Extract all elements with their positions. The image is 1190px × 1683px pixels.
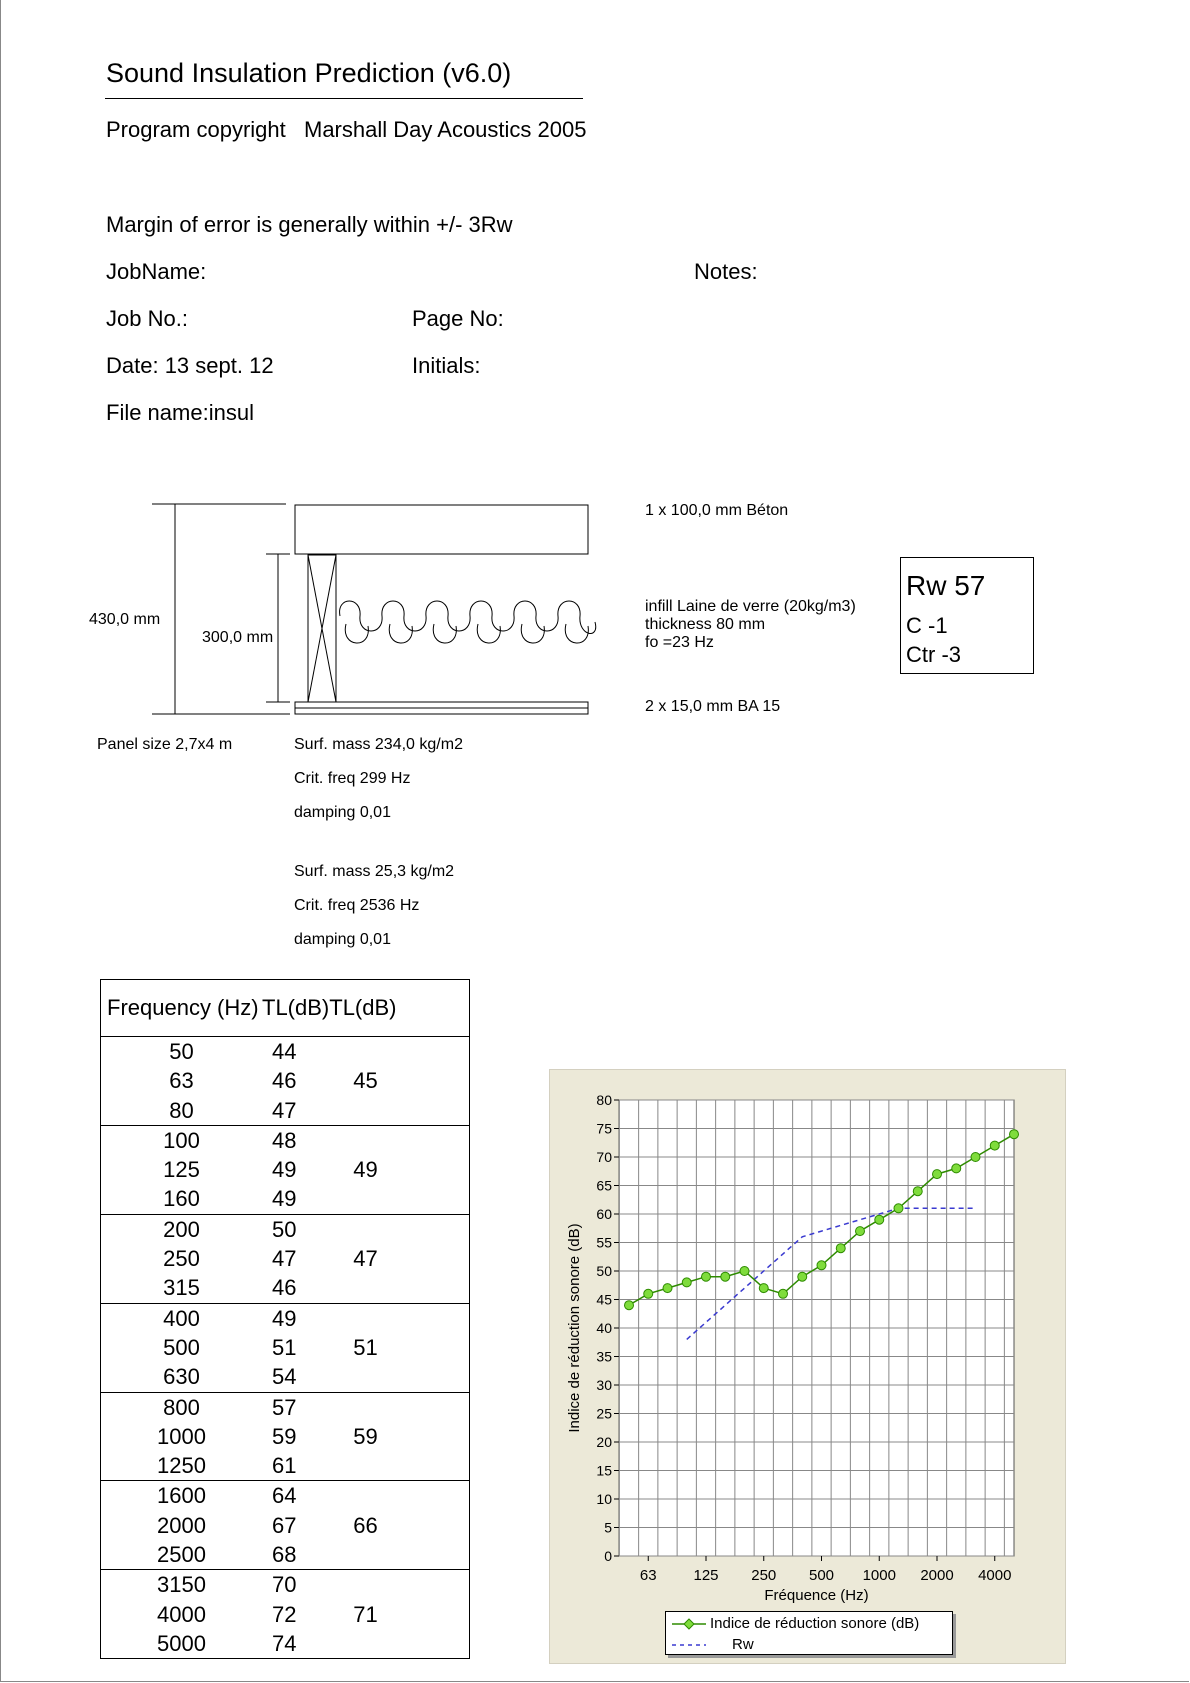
- table-row: [101, 1037, 470, 1067]
- table-row: [101, 1184, 470, 1214]
- y-tick-label: 25: [596, 1405, 612, 1422]
- tl-octave-cell: 45: [353, 1068, 378, 1094]
- x-axis-label: Fréquence (Hz): [764, 1587, 869, 1604]
- frequency-cell: 1250: [101, 1451, 263, 1481]
- frequency-cell: 200: [163, 1216, 200, 1242]
- tl-octave-cell: 49: [353, 1157, 378, 1183]
- frequency-cell: 315: [101, 1273, 263, 1303]
- cavity-height-label: 300,0 mm: [202, 629, 274, 646]
- tl-cell: 49: [272, 1157, 297, 1183]
- margin-note: Margin of error is generally within +/- 3Rw: [106, 212, 513, 237]
- tl-octave-cell: [329, 1184, 469, 1214]
- tl-octave-cell: [329, 1392, 469, 1422]
- frequency-cell: 80: [101, 1096, 263, 1126]
- tl-cell: 67: [272, 1512, 297, 1538]
- frequency-cell: 100: [163, 1127, 200, 1153]
- tl-point: [817, 1261, 826, 1270]
- table-row: [101, 1570, 470, 1600]
- layer-top-label: 1 x 100,0 mm Béton: [645, 502, 789, 519]
- tl-point: [625, 1301, 634, 1310]
- panel2-crit-freq: Crit. freq 2536 Hz: [294, 897, 420, 914]
- infill-line-2: thickness 80 mm: [645, 616, 766, 633]
- legend-tl-label: Indice de réduction sonore (dB): [710, 1615, 920, 1632]
- x-tick-label: 250: [751, 1567, 777, 1584]
- insulation-coil: [340, 601, 596, 633]
- copyright-label: Program copyright: [106, 117, 286, 142]
- y-tick-label: 50: [596, 1263, 612, 1279]
- table-row: [101, 1125, 470, 1155]
- table-row: [101, 1362, 470, 1392]
- table-row: [101, 1155, 470, 1184]
- y-tick-label: 70: [596, 1149, 612, 1165]
- panel1-crit-freq: Crit. freq 299 Hz: [294, 770, 411, 787]
- tl-point: [1010, 1130, 1019, 1139]
- total-height-label: 430,0 mm: [89, 611, 161, 628]
- frequency-cell: 3150: [157, 1572, 206, 1598]
- ctr-value: Ctr -3: [906, 642, 961, 667]
- y-axis-label: Indice de réduction sonore (dB): [566, 1223, 583, 1433]
- tl-cell: 46: [262, 1273, 329, 1303]
- tl-point: [990, 1141, 999, 1150]
- table-row: [101, 1600, 470, 1629]
- tl-octave-cell: [329, 1214, 469, 1244]
- tl-octave-cell: 51: [353, 1334, 378, 1360]
- tl-octave-cell: [329, 1303, 469, 1333]
- tl-octave-cell: [329, 1037, 469, 1067]
- date-label: Date: 13 sept. 12: [106, 353, 274, 378]
- initials-label: Initials:: [412, 353, 481, 378]
- tl-cell: 54: [262, 1362, 329, 1392]
- rating-box: [900, 557, 1034, 674]
- tl-octave-cell: [329, 1273, 469, 1303]
- y-tick-label: 5: [604, 1519, 612, 1536]
- x-tick-label: 63: [639, 1567, 657, 1584]
- y-tick-label: 80: [596, 1092, 612, 1108]
- chart-legend: [665, 1611, 953, 1655]
- concrete-slab: [295, 505, 588, 554]
- panel1-surf-mass: Surf. mass 234,0 kg/m2: [294, 736, 463, 753]
- page-title: Sound Insulation Prediction (v6.0): [106, 58, 512, 88]
- tl-octave-cell: [329, 1629, 469, 1659]
- pageno-label: Page No:: [412, 306, 504, 331]
- tl-cell: 48: [272, 1127, 297, 1153]
- legend-swatches: [670, 1616, 710, 1652]
- title-underline: [105, 98, 583, 99]
- y-tick-label: 0: [604, 1548, 612, 1564]
- frequency-cell: 160: [101, 1184, 263, 1214]
- copyright-holder: Marshall Day Acoustics 2005: [304, 117, 587, 142]
- table-row: [101, 1481, 470, 1511]
- tl-cell: 50: [272, 1216, 297, 1242]
- tl-cell: 49: [272, 1305, 297, 1331]
- frequency-cell: 4000: [157, 1601, 206, 1627]
- frequency-cell: 2500: [101, 1540, 263, 1570]
- tl-point: [798, 1272, 807, 1281]
- table-row: [101, 1273, 470, 1303]
- panel2-surf-mass: Surf. mass 25,3 kg/m2: [294, 863, 455, 880]
- frequency-cell: 500: [163, 1334, 200, 1360]
- table-row: [101, 1244, 470, 1273]
- table-row: [101, 1096, 470, 1126]
- panel-size-label: Panel size 2,7x4 m: [97, 736, 233, 753]
- c-value: C -1: [906, 613, 948, 638]
- construction-diagram: [0, 490, 620, 720]
- jobno-label: Job No.:: [106, 306, 188, 331]
- table-header-row: [101, 980, 470, 1037]
- tl-cell: 70: [272, 1572, 297, 1598]
- x-tick-label: 500: [808, 1567, 835, 1584]
- tl-octave-cell: [329, 1125, 469, 1155]
- x-tick-label: 1000: [862, 1567, 896, 1584]
- y-tick-label: 45: [596, 1291, 612, 1308]
- frequency-cell: 63: [169, 1068, 194, 1094]
- header-frequency: Frequency (Hz): [101, 980, 263, 1037]
- board-layer-2: [295, 708, 588, 714]
- jobname-label: JobName:: [106, 259, 207, 284]
- frequency-cell: 800: [163, 1394, 200, 1420]
- panel2-damping: damping 0,01: [294, 931, 391, 948]
- y-tick-label: 65: [596, 1177, 612, 1194]
- tl-cell: 46: [272, 1068, 297, 1094]
- y-tick-label: 30: [596, 1377, 612, 1393]
- table-row: [101, 1629, 470, 1659]
- tl-octave-cell: [329, 1540, 469, 1570]
- tl-point: [933, 1170, 942, 1179]
- y-tick-label: 10: [596, 1491, 612, 1507]
- frequency-cell: 1000: [157, 1423, 206, 1449]
- tl-octave-cell: 59: [353, 1423, 378, 1449]
- tl-point: [759, 1284, 768, 1293]
- layer-bottom-label: 2 x 15,0 mm BA 15: [645, 698, 781, 715]
- tl-point: [836, 1244, 845, 1253]
- tl-point: [952, 1164, 961, 1173]
- tl-point: [971, 1153, 980, 1162]
- table-row: [101, 1214, 470, 1244]
- table-row: [101, 1511, 470, 1540]
- frequency-cell: 1600: [157, 1483, 206, 1509]
- y-tick-label: 20: [596, 1434, 612, 1450]
- tl-cell: 49: [262, 1184, 329, 1214]
- tl-point: [894, 1204, 903, 1213]
- legend-rw-label: Rw: [732, 1636, 754, 1653]
- frequency-cell: 630: [101, 1362, 263, 1392]
- tl-point: [682, 1278, 691, 1287]
- filename-label: File name:insul: [106, 400, 254, 425]
- tl-point: [875, 1215, 884, 1224]
- tl-octave-cell: 66: [353, 1512, 378, 1538]
- tl-point: [779, 1289, 788, 1298]
- table-row: [101, 1303, 470, 1333]
- tl-cell: 57: [272, 1394, 297, 1420]
- frequency-cell: 50: [169, 1039, 194, 1064]
- tl-octave-cell: [329, 1451, 469, 1481]
- tl-octave-cell: [329, 1481, 469, 1511]
- header-tl-octave: TL(dB): [329, 980, 469, 1037]
- tl-cell: 47: [262, 1096, 329, 1126]
- table-row: [101, 1540, 470, 1570]
- tl-table: [100, 979, 470, 1659]
- y-tick-label: 60: [596, 1206, 612, 1222]
- tl-cell: 72: [272, 1601, 297, 1627]
- tl-point: [644, 1289, 653, 1298]
- y-tick-label: 15: [596, 1462, 612, 1479]
- tl-octave-cell: 71: [353, 1601, 378, 1627]
- table-row: [101, 1392, 470, 1422]
- panel1-damping: damping 0,01: [294, 804, 391, 821]
- tl-cell: 74: [272, 1630, 297, 1656]
- frequency-cell: 250: [163, 1246, 200, 1272]
- tl-octave-cell: [329, 1362, 469, 1392]
- x-tick-label: 2000: [920, 1567, 954, 1584]
- tl-point: [663, 1284, 672, 1293]
- tl-point: [913, 1187, 922, 1196]
- tl-chart: [549, 1069, 1066, 1664]
- tl-cell: 59: [272, 1423, 297, 1449]
- tl-octave-cell: [329, 1570, 469, 1600]
- table-row: [101, 1451, 470, 1481]
- frequency-cell: 400: [163, 1305, 200, 1331]
- notes-label: Notes:: [694, 259, 758, 284]
- frequency-cell: 2000: [157, 1512, 206, 1538]
- frequency-cell: 125: [163, 1157, 200, 1183]
- tl-point: [702, 1272, 711, 1281]
- y-tick-label: 75: [596, 1120, 612, 1137]
- y-tick-label: 40: [596, 1320, 612, 1336]
- x-tick-label: 4000: [978, 1567, 1012, 1584]
- tl-point: [740, 1267, 749, 1276]
- frequency-cell: 5000: [157, 1630, 206, 1656]
- header-tl: TL(dB): [262, 980, 329, 1037]
- tl-cell: 64: [272, 1483, 297, 1509]
- table-row: [101, 1066, 470, 1095]
- tl-point: [856, 1227, 865, 1236]
- tl-cell: 51: [272, 1334, 297, 1360]
- y-tick-label: 35: [596, 1348, 612, 1365]
- tl-cell: 47: [272, 1246, 297, 1272]
- rw-value: Rw 57: [906, 570, 986, 601]
- table-row: [101, 1333, 470, 1362]
- x-tick-label: 125: [693, 1567, 719, 1584]
- tl-cell: 68: [262, 1540, 329, 1570]
- y-tick-label: 55: [596, 1234, 612, 1251]
- tl-cell: 44: [272, 1039, 297, 1064]
- infill-line-1: infill Laine de verre (20kg/m3): [645, 598, 856, 615]
- table-row: [101, 1422, 470, 1451]
- board-layer-1: [295, 702, 588, 708]
- infill-line-3: fo =23 Hz: [645, 634, 714, 651]
- tl-octave-cell: 47: [353, 1246, 378, 1272]
- tl-cell: 61: [262, 1451, 329, 1481]
- tl-octave-cell: [329, 1096, 469, 1126]
- tl-point: [721, 1272, 730, 1281]
